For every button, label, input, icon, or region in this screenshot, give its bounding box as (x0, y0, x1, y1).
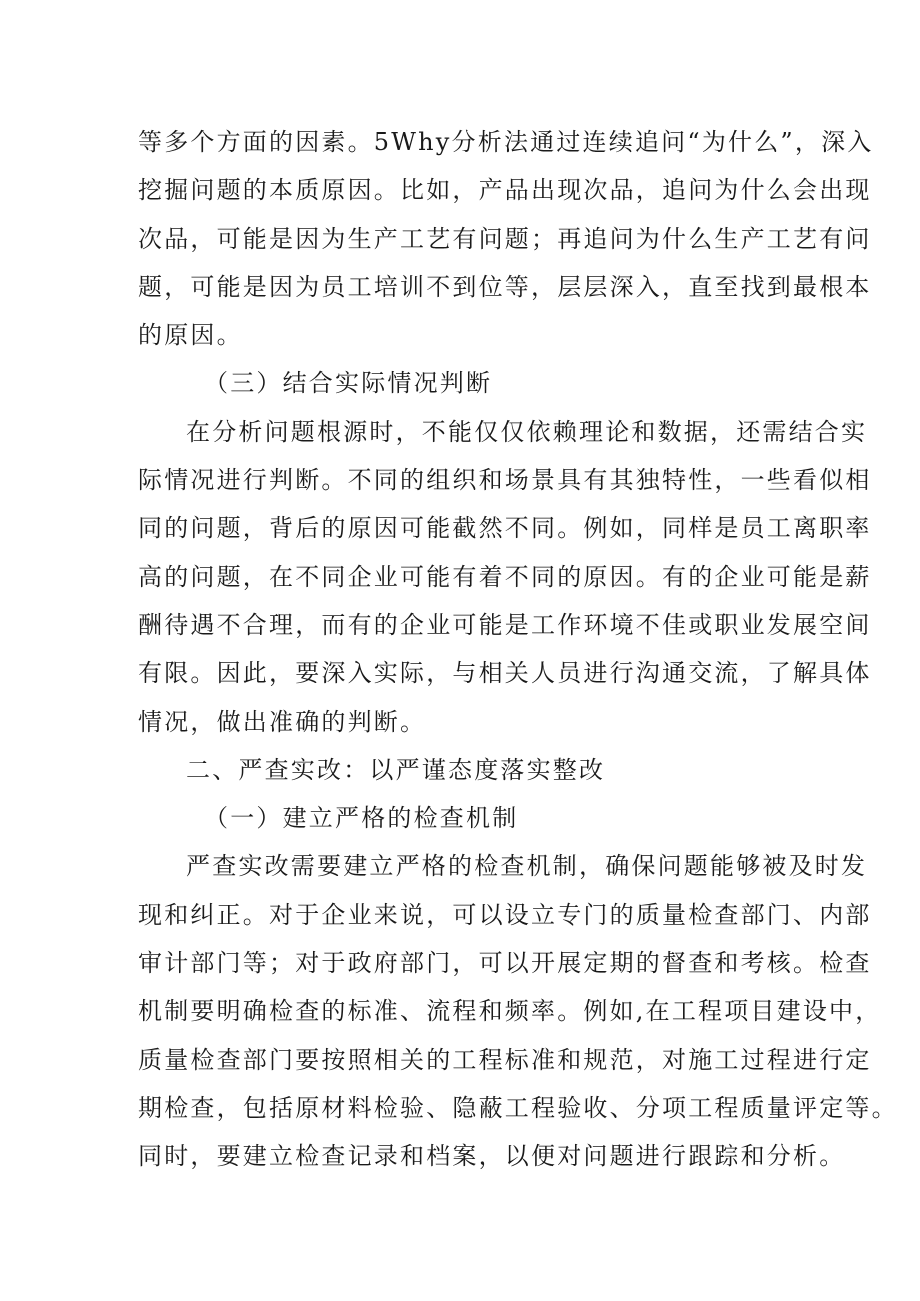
document-body (138, 118, 898, 1181)
paragraph-line: 际情况进行判断。不同的组织和场景具有其独特性，一些看似相 (138, 466, 872, 495)
paragraph-line: 的原因。 (138, 321, 243, 350)
section-heading-two: 二、严查实改：以严谨态度落实整改 (186, 755, 606, 784)
paragraph-line: 审计部门等；对于政府部门，可以开展定期的督查和考核。检查 (138, 949, 872, 978)
paragraph-line: 在分析问题根源时，不能仅仅依赖理论和数据，还需结合实 (186, 417, 868, 446)
subheading-three: （三）结合实际情况判断 (204, 369, 493, 398)
paragraph-line: 同的问题，背后的原因可能截然不同。例如，同样是员工离职率 (138, 514, 872, 543)
paragraph-line: 期检查，包括原材料检验、隐蔽工程验收、分项工程质量评定等。 (138, 1093, 898, 1122)
paragraph-line: 高的问题，在不同企业可能有着不同的原因。有的企业可能是薪 (138, 562, 872, 591)
paragraph-line: 机制要明确检查的标准、流程和频率。例如,在工程项目建设中， (138, 997, 882, 1026)
paragraph-line: 同时，要建立检查记录和档案，以便对问题进行跟踪和分析。 (138, 1142, 846, 1171)
paragraph-line: 严查实改需要建立严格的检查机制，确保问题能够被及时发 (186, 852, 868, 881)
paragraph-line: 等多个方面的因素。5Why分析法通过连续追问“为什么”，深入 (138, 128, 874, 156)
paragraph-line: 挖掘问题的本质原因。比如，产品出现次品，追问为什么会出现 (138, 176, 872, 205)
paragraph-line: 现和纠正。对于企业来说，可以设立专门的质量检查部门、内部 (138, 900, 872, 929)
paragraph-line: 有限。因此，要深入实际，与相关人员进行沟通交流，了解具体 (138, 659, 872, 688)
paragraph-line: 次品，可能是因为生产工艺有问题；再追问为什么生产工艺有问 (138, 224, 872, 253)
subheading-one: （一）建立严格的检查机制 (204, 804, 519, 833)
paragraph-line: 质量检查部门要按照相关的工程标准和规范，对施工过程进行定 (138, 1045, 872, 1074)
paragraph-line: 情况，做出准确的判断。 (138, 707, 427, 736)
paragraph-line: 题，可能是因为员工培训不到位等，层层深入，直至找到最根本 (138, 272, 872, 301)
paragraph-line: 酬待遇不合理，而有的企业可能是工作环境不佳或职业发展空间 (138, 610, 872, 639)
